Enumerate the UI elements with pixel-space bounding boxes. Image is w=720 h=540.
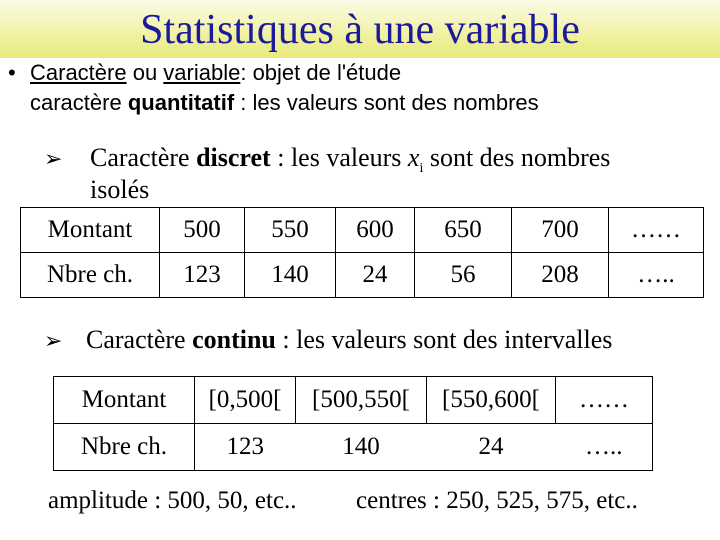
row-label: Montant xyxy=(54,377,195,424)
quantitatif-pre: caractère xyxy=(30,90,128,115)
table-cell: ….. xyxy=(609,253,704,298)
table-row xyxy=(21,208,704,253)
row-label: Montant xyxy=(21,208,160,253)
slide-title: Statistiques à une variable xyxy=(140,7,580,53)
table-row xyxy=(21,253,704,298)
table-cell: [550,600[ xyxy=(427,377,556,424)
arrow-bullet-icon: ➢ xyxy=(44,147,63,172)
discret-pre: Caractère xyxy=(90,143,197,172)
table-cell: …… xyxy=(609,208,704,253)
table-cell: 123 xyxy=(160,253,245,298)
table-cell: 123 xyxy=(226,433,264,460)
table-cell: 24 xyxy=(478,433,504,460)
table-cell: 650 xyxy=(415,208,512,253)
quantitatif-line xyxy=(30,88,539,118)
table-cell: 56 xyxy=(415,253,512,298)
definition-text: : objet de l'étude xyxy=(240,60,402,85)
row-label: Nbre ch. xyxy=(54,424,195,471)
continu-line xyxy=(44,324,612,358)
table-cell: ….. xyxy=(585,433,623,460)
discrete-table xyxy=(20,207,704,298)
centres-text: centres : 250, 525, 575, etc.. xyxy=(356,487,638,514)
bullet-definition xyxy=(8,58,401,88)
table-cell: 208 xyxy=(512,253,609,298)
continu-post: : les valeurs sont des intervalles xyxy=(275,325,613,354)
table-cell: 550 xyxy=(245,208,336,253)
table-cell: 700 xyxy=(512,208,609,253)
discret-post: sont des nombres xyxy=(423,143,611,172)
amplitude-text: amplitude : 500, 50, etc.. xyxy=(48,487,297,514)
table-cell: [0,500[ xyxy=(195,377,296,424)
table-cell: …… xyxy=(556,377,653,424)
table-cell: 600 xyxy=(336,208,415,253)
term-sep: ou xyxy=(126,60,164,85)
table-cell: 140 xyxy=(342,433,380,460)
arrow-bullet-icon: ➢ xyxy=(44,329,63,354)
continu-bold: continu xyxy=(192,325,276,354)
discret-bold: discret xyxy=(196,143,271,172)
row-label: Nbre ch. xyxy=(21,253,160,298)
table-cell: 140 xyxy=(245,253,336,298)
discret-mid: : les valeurs xyxy=(270,143,408,172)
discret-line2: isolés xyxy=(90,175,150,204)
table-row xyxy=(54,377,653,424)
quantitatif-rest: : les valeurs sont des nombres xyxy=(234,90,539,115)
table-cell: [500,550[ xyxy=(296,377,427,424)
continu-pre: Caractère xyxy=(86,325,193,354)
term-variable: variable xyxy=(163,60,241,85)
bullet-dot: • xyxy=(8,60,16,85)
continuous-table xyxy=(53,376,653,471)
table-row xyxy=(54,424,653,471)
table-cell: 24 xyxy=(336,253,415,298)
discret-sub: i xyxy=(419,161,424,177)
term-caractere: Caractère xyxy=(30,60,127,85)
quantitatif-bold: quantitatif xyxy=(127,90,235,115)
table-cell: 500 xyxy=(160,208,245,253)
discret-var: x xyxy=(407,143,420,172)
